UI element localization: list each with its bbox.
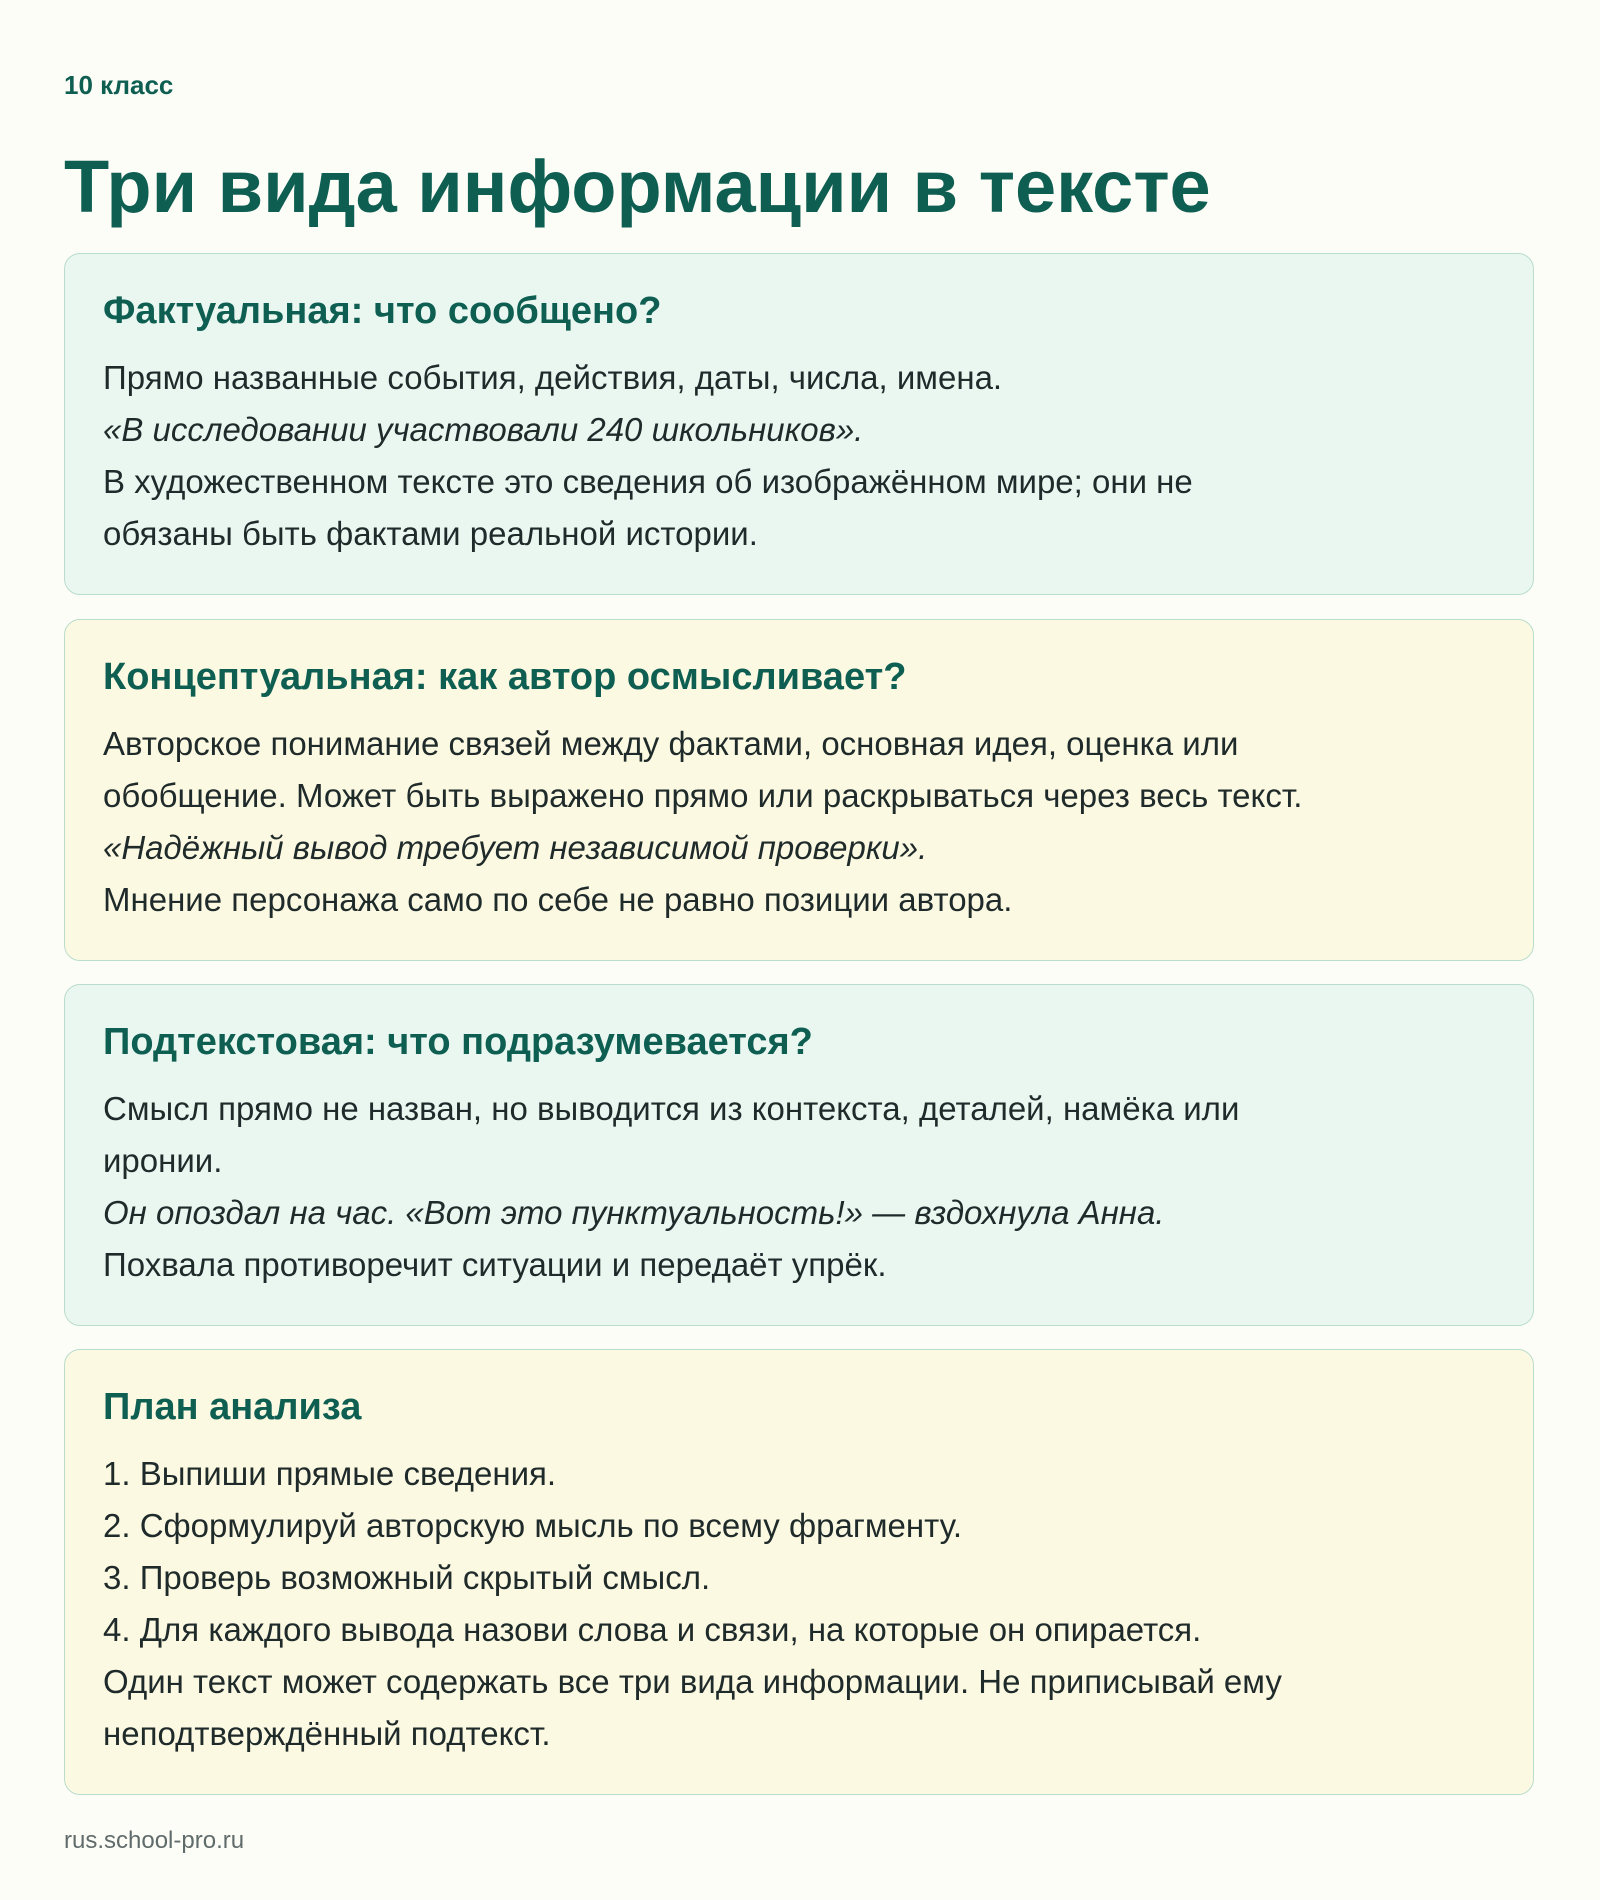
- card-text: Мнение персонажа само по себе не равно позиции автора.: [103, 881, 1013, 918]
- card-text: В художественном тексте это сведения об изображённом мире; они не: [103, 463, 1193, 500]
- card-text: обязаны быть фактами реальной истории.: [103, 515, 758, 552]
- card-text: Прямо названные события, действия, даты, числа, имена.: [103, 359, 1003, 396]
- card-text: Похвала противоречит ситуации и передаёт упрёк.: [103, 1246, 887, 1283]
- grade-label: 10 класс: [64, 70, 174, 100]
- card-example: Он опоздал на час. «Вот это пунктуальность!» — вздохнула Анна.: [103, 1194, 1165, 1231]
- card-heading: Фактуальная: что сообщено?: [103, 290, 662, 332]
- plan-step: 1. Выпиши прямые сведения.: [103, 1455, 557, 1492]
- card-text: иронии.: [103, 1142, 223, 1179]
- page-title: Три вида информации в тексте: [64, 145, 1211, 228]
- card-text: Смысл прямо не назван, но выводится из контекста, деталей, намёка или: [103, 1090, 1240, 1127]
- card-heading: План анализа: [103, 1386, 362, 1428]
- card-text: Авторское понимание связей между фактами, основная идея, оценка или: [103, 725, 1239, 762]
- card-example: «В исследовании участвовали 240 школьников».: [103, 411, 864, 448]
- card-conceptual: [64, 619, 1534, 961]
- card-analysis-plan: [64, 1349, 1534, 1795]
- card-text: Один текст может содержать все три вида информации. Не приписывай ему: [103, 1663, 1282, 1700]
- card-example: «Надёжный вывод требует независимой проверки».: [103, 829, 928, 866]
- plan-step: 3. Проверь возможный скрытый смысл.: [103, 1559, 711, 1596]
- plan-step: 2. Сформулируй авторскую мысль по всему фрагменту.: [103, 1507, 962, 1544]
- card-text: неподтверждённый подтекст.: [103, 1715, 551, 1752]
- page: [64, 0, 1536, 1900]
- card-heading: Подтекстовая: что подразумевается?: [103, 1021, 813, 1063]
- card-factual: [64, 253, 1534, 595]
- footer-site: rus.school-pro.ru: [64, 1827, 245, 1854]
- card-heading: Концептуальная: как автор осмысливает?: [103, 656, 907, 698]
- plan-step: 4. Для каждого вывода назови слова и связи, на которые он опирается.: [103, 1611, 1202, 1648]
- card-subtext: [64, 984, 1534, 1326]
- card-text: обобщение. Может быть выражено прямо или раскрываться через весь текст.: [103, 777, 1303, 814]
